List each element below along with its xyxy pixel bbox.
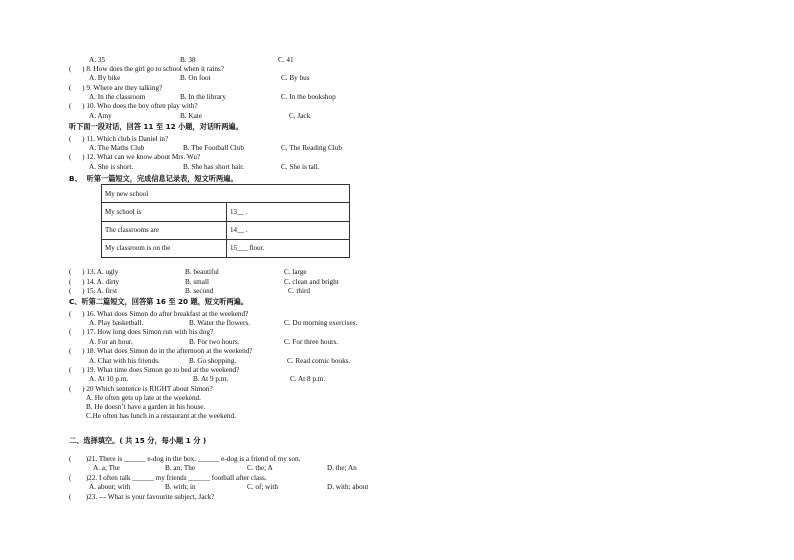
q9-option-c: C. In the bookshop bbox=[281, 93, 336, 101]
q15-option-b: B. second bbox=[185, 287, 214, 295]
table-row bbox=[102, 185, 350, 203]
table-cell-blank: 14__ . bbox=[227, 221, 350, 239]
q19-option-a: A. At 10 p.m. bbox=[89, 375, 129, 383]
q21-option-d: D. the; An bbox=[327, 464, 357, 472]
q18-option-a: A. Chat with his friends. bbox=[89, 357, 160, 365]
q18-option-b: B. Go shopping. bbox=[189, 357, 237, 365]
q8-option-c: C. By bus bbox=[281, 74, 310, 82]
q7-option-c: C. 41 bbox=[278, 56, 294, 64]
q13-stem: ( ) 13. A. ugly bbox=[69, 268, 119, 276]
q11-option-a: A. The Maths Club bbox=[89, 144, 145, 152]
q14-option-c: C. clean and bright bbox=[284, 278, 339, 286]
q22-option-b: B. with; in bbox=[165, 483, 196, 491]
section-heading-two: 二、选择填空。( 共 15 分，每小题 1 分 ) bbox=[69, 436, 207, 445]
q19-stem: ( ) 19. What time does Simon go to bed at the weekend? bbox=[69, 366, 240, 374]
q20-option-a: A. He often gets up late at the weekend. bbox=[86, 394, 201, 402]
q10-stem: ( ) 10. Who does the boy often play with? bbox=[69, 102, 198, 110]
q21-option-b: B. an; The bbox=[165, 464, 196, 472]
q12-option-b: B. She has short hair. bbox=[183, 163, 245, 171]
section-heading-dialogue: 听下面一段对话，回答 11 至 12 小题，对话听两遍。 bbox=[69, 122, 243, 131]
q11-option-c: C. The Reading Club bbox=[281, 144, 342, 152]
table-title: My new school bbox=[102, 185, 350, 203]
q17-option-c: C. For three hours. bbox=[284, 338, 339, 346]
q8-option-b: B. On foot bbox=[180, 74, 211, 82]
q15-option-c: C. third bbox=[288, 287, 310, 295]
q17-stem: ( ) 17. How long does Simon run with his dog? bbox=[69, 328, 214, 336]
q11-stem: ( ) 11. Which club is Daniel in? bbox=[69, 135, 169, 143]
q17-option-b: B. For two hours. bbox=[189, 338, 240, 346]
q9-stem: ( ) 9. Where are they talking? bbox=[69, 84, 163, 92]
q9-option-a: A. In the classroom bbox=[89, 93, 146, 101]
q21-option-c: C. the; A bbox=[247, 464, 273, 472]
q19-option-c: C. At 8 p.m. bbox=[290, 375, 326, 383]
q7-option-a: A. 35 bbox=[89, 56, 105, 64]
q7-option-b: B. 38 bbox=[180, 56, 196, 64]
q9-option-b: B. In the library bbox=[180, 93, 226, 101]
notes-table bbox=[101, 184, 350, 258]
q11-option-b: B. The Football Club bbox=[183, 144, 244, 152]
q21-stem: ( )21. There is ______ e-dog in the box. ______ e-dog is a friend of my son. bbox=[69, 455, 301, 463]
q17-option-a: A. For an hour. bbox=[89, 338, 133, 346]
q16-option-c: C. Do morning exercises. bbox=[284, 319, 358, 327]
table-row bbox=[102, 221, 350, 239]
q8-option-a: A. By bike bbox=[89, 74, 121, 82]
q22-option-a: A. about; with bbox=[89, 483, 131, 491]
table-cell-label: My classroom is on the bbox=[102, 239, 227, 257]
q15-stem: ( ) 15. A. first bbox=[69, 287, 118, 295]
q12-option-c: C. She is tall. bbox=[281, 163, 320, 171]
q13-option-c: C. large bbox=[284, 268, 307, 276]
q18-option-c: C. Read comic books. bbox=[287, 357, 351, 365]
q23-stem: ( )23. --- What is your favourite subject, Jack? bbox=[69, 493, 215, 501]
q8-stem: ( ) 8. How does the girl go to school when it rains? bbox=[69, 65, 224, 73]
section-heading-b: B、 听第一篇短文，完成信息记录表，短文听两遍。 bbox=[69, 174, 238, 183]
q10-option-a: A. Amy bbox=[89, 112, 112, 120]
q16-option-b: B. Water the flowers. bbox=[189, 319, 250, 327]
q18-stem: ( ) 18. What does Simon do in the afternoon at the weekend? bbox=[69, 347, 253, 355]
table-row bbox=[102, 239, 350, 257]
q21-option-a: A. a; The bbox=[93, 464, 120, 472]
q16-stem: ( ) 16. What does Simon do after breakfast at the weekend? bbox=[69, 310, 249, 318]
section-heading-c: C、听第二篇短文，回答第 16 至 20 题，短文听两遍。 bbox=[69, 297, 249, 306]
table-cell-blank: 13__ . bbox=[227, 203, 350, 221]
q22-option-c: C. of; with bbox=[247, 483, 278, 491]
q10-option-c: C. Jack bbox=[289, 112, 311, 120]
q16-option-a: A. Play basketball. bbox=[89, 319, 144, 327]
q13-option-b: B. beautiful bbox=[185, 268, 219, 276]
q12-option-a: A. She is short. bbox=[89, 163, 134, 171]
q14-stem: ( ) 14. A. dirty bbox=[69, 278, 120, 286]
q22-option-d: D. with; about bbox=[327, 483, 369, 491]
table-row bbox=[102, 203, 350, 221]
q20-stem: ( ) 20 Which sentence is RIGHT about Simon? bbox=[69, 385, 213, 393]
q20-option-c: C.He often has lunch in a restaurant at the weekend. bbox=[86, 412, 236, 420]
q14-option-b: B. small bbox=[185, 278, 209, 286]
table-cell-blank: 15___ floor. bbox=[227, 239, 350, 257]
q10-option-b: B. Kate bbox=[180, 112, 202, 120]
table-cell-label: My school is bbox=[102, 203, 227, 221]
q22-stem: ( )22. I often talk ______ my friends ______ football after class. bbox=[69, 474, 267, 482]
table-cell-label: The classrooms are bbox=[102, 221, 227, 239]
q20-option-b: B. He doesn’t have a garden in his house. bbox=[86, 403, 206, 411]
q19-option-b: B. At 9 p.m. bbox=[193, 375, 229, 383]
q12-stem: ( ) 12. What can we know about Mrs. Wu? bbox=[69, 153, 201, 161]
